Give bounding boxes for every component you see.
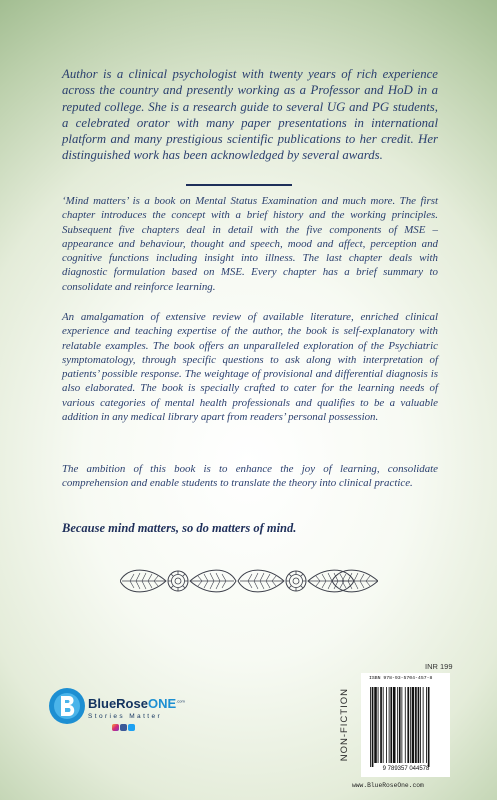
genre-label [339, 667, 350, 783]
tagline: Because mind matters, so do matters of mind. [62, 521, 297, 535]
barcode-icon [368, 687, 444, 767]
genre-text: NON-FICTION [339, 688, 350, 762]
publisher-name [88, 696, 185, 711]
isbn-barcode [361, 673, 450, 777]
bluerose-logo-icon [48, 687, 86, 725]
publisher-tagline: Stories Matter [88, 713, 163, 720]
description-paragraph-1: ‘Mind matters’ is a book on Mental Status Examination and much more. The first chapter introduces the concept with a brief history and the working principles. Subsequent five chapters deal in detail with the five components of MSE – appearance and behaviour, thought and speech, mood and affect, perception and cognitive functions including insight into illness. The last chapter deals with diagnostic formulation based on MSE. Every chapter has a brief summary to consolidate and reinforce learning. [62, 195, 438, 293]
author-bio: Author is a clinical psychologist with twenty years of rich experience across the country and presently working as a Professor and HoD in a reputed college. She is a research guide to several UG and PG students, a celebrated orator with many paper presentations in international platform and many prestigious scientific publications to her credit. Her distinguished work has been acknowledged by several awards. [62, 67, 438, 163]
twitter-icon[interactable] [128, 724, 135, 731]
description-paragraph-3: The ambition of this book is to enhance the joy of learning, consolidate comprehension and enable students to translate the theory into clinical practice. [62, 463, 438, 490]
barcode-number: 9 789357 044578 [382, 766, 430, 772]
publisher-website[interactable]: www.BlueRoseOne.com [352, 782, 424, 789]
price-label: INR 199 [425, 662, 453, 671]
publisher-name-part2: ONE [147, 696, 177, 711]
publisher-name-part1: BlueRose [88, 696, 148, 711]
facebook-icon[interactable] [120, 724, 127, 731]
social-icons [112, 724, 135, 731]
publisher-suffix: .com [176, 698, 185, 704]
isbn-label: ISBN 978-93-5704-457-8 [369, 676, 433, 681]
lotus-ornament-icon [120, 562, 378, 600]
instagram-icon[interactable] [112, 724, 119, 731]
section-divider [186, 184, 292, 186]
description-paragraph-2: An amalgamation of extensive review of available literature, enriched clinical experience and teaching expertise of the author, the book is self-explanatory with relatable examples. The book offers an unparalleled exploration of the Psychiatric symptomatology, through specific questions to ask along with interpretation of patients’ possible response. The weightage of provisional and differential diagnosis is also elaborated. The book is specially crafted to cater for the learning needs of various categories of mental health professionals and qualifies to be a valuable addition in any medical library apart from readers’ personal possession. [62, 311, 438, 424]
